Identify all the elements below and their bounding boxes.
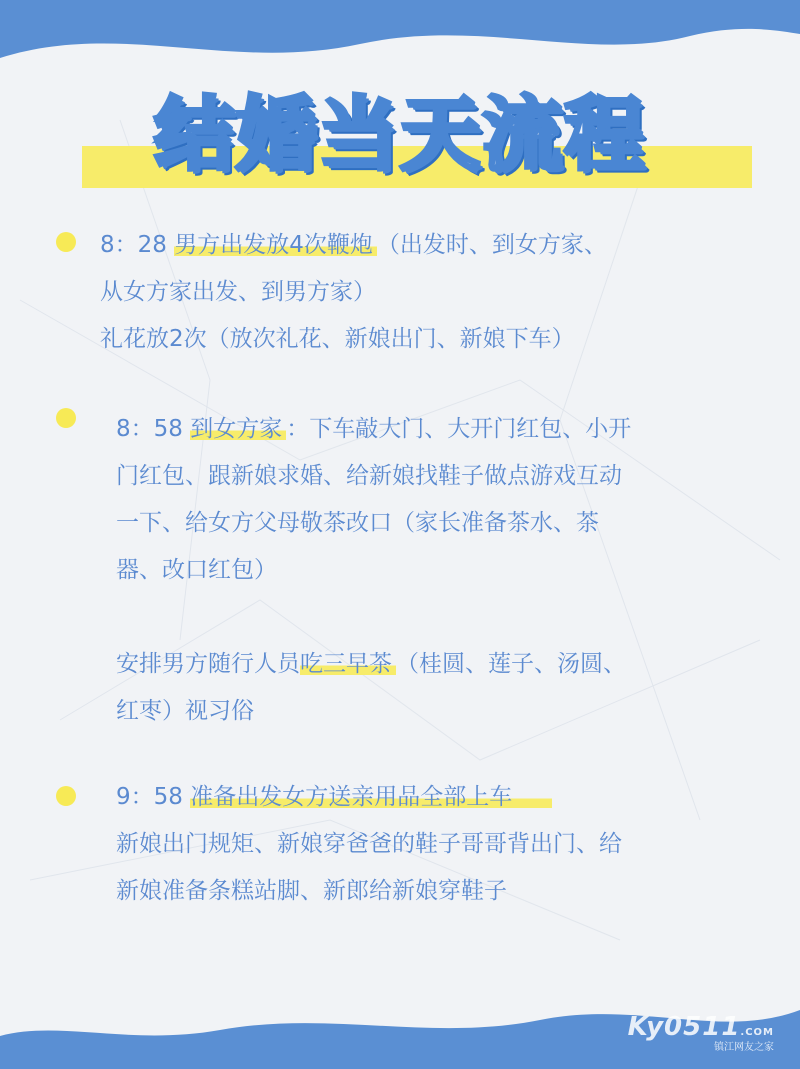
watermark-subtitle: 镇江网友之家: [714, 1042, 774, 1053]
section-3-time: 9：58: [116, 784, 183, 810]
section-2-extra-pre: 安排男方随行人员: [116, 651, 300, 677]
section-2: [116, 406, 776, 735]
bullet-dot: [56, 786, 76, 806]
site-watermark: [628, 1012, 774, 1053]
section-1: [100, 222, 760, 363]
section-1-line-1: （出发时、到女方家、: [376, 232, 607, 258]
watermark-logo: Ky0511.COM: [627, 1012, 774, 1042]
section-1-headline: 男方出发放4次鞭炮: [174, 232, 377, 258]
section-2-line-2: 门红包、跟新娘求婚、给新娘找鞋子做点游戏互动: [116, 463, 622, 489]
section-1-time: 8：28: [100, 232, 167, 258]
page-title: 结婚当天流程: [154, 88, 646, 181]
section-2-extra-highlight: 吃三早茶: [300, 651, 396, 677]
bullet-dot: [56, 232, 76, 252]
section-2-extra-line-2: 红枣）视习俗: [116, 698, 254, 724]
section-2-line-4: 器、改口红包）: [116, 557, 277, 583]
section-2-headline: 到女方家: [190, 416, 286, 442]
section-3-line-1: 新娘出门规矩、新娘穿爸爸的鞋子哥哥背出门、给: [116, 831, 622, 857]
section-3-line-2: 新娘准备条糕站脚、新郎给新娘穿鞋子: [116, 878, 507, 904]
section-2-line-1: ：下车敲大门、大开门红包、小开: [286, 416, 632, 442]
section-1-line-2: 从女方家出发、到男方家）: [100, 279, 376, 305]
section-2-extra-post: （桂圆、莲子、汤圆、: [396, 651, 626, 677]
bullet-dot: [56, 408, 76, 428]
section-3: [116, 774, 776, 915]
section-2-time: 8：58: [116, 416, 183, 442]
section-1-line-3: 礼花放2次（放次礼花、新娘出门、新娘下车）: [100, 326, 575, 352]
section-2-line-3: 一下、给女方父母敬茶改口（家长准备茶水、茶: [116, 510, 599, 536]
section-3-headline: 准备出发女方送亲用品全部上车: [190, 784, 552, 810]
